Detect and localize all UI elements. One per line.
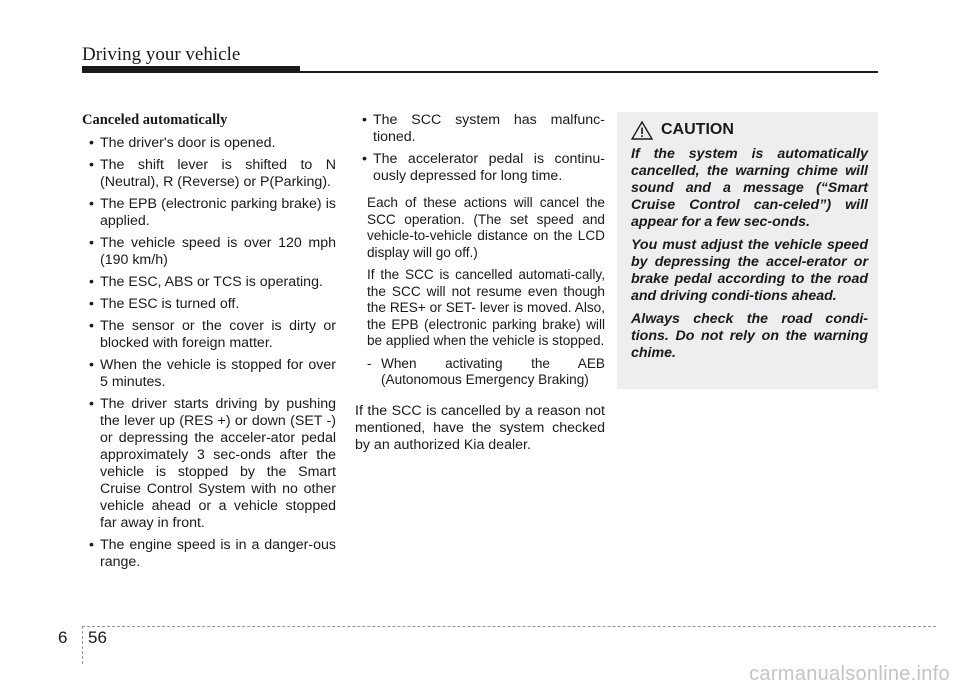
- list-item: • The accelerator pedal is continu-ously depressed for long time.: [355, 151, 605, 185]
- list-item: • The ESC, ABS or TCS is operating.: [82, 274, 336, 291]
- caution-paragraph: If the system is automatically cancelled, the warning chime will sound and a message (“Smart Cruise Control can-celed”) will appear for a few sec-onds.: [631, 146, 868, 230]
- list-item: • The engine speed is in a danger-ous range.: [82, 537, 336, 571]
- list-item: • The ESC is turned off.: [82, 296, 336, 313]
- caution-paragraph: You must adjust the vehicle speed by depressing the accel-erator or brake pedal according to the road and driving condi-tions ahead.: [631, 237, 868, 304]
- middle-column: [355, 112, 605, 454]
- list-item: • The shift lever is shifted to N (Neutral), R (Reverse) or P(Parking).: [82, 157, 336, 191]
- cancel-note-block: [355, 195, 605, 389]
- page-header-title: Driving your vehicle: [82, 44, 241, 65]
- resume-note: If the SCC is cancelled automati-cally, the SCC will not resume even though the RES+ or SET- lever is moved. Also, the EPB (electronic parking brake) will be applied when the vehicle is stopped.: [367, 267, 605, 348]
- watermark: carmanualsonline.info: [749, 663, 950, 685]
- warning-triangle-icon: [631, 120, 653, 140]
- aeb-note: [367, 356, 605, 389]
- cancel-conditions-list-continued: [355, 112, 605, 185]
- page-number: 56: [88, 628, 107, 647]
- caution-header: [631, 120, 868, 140]
- list-item: • The driver's door is opened.: [82, 135, 336, 152]
- list-item: • The driver starts driving by pushing the lever up (RES +) or down (SET -) or depressing the acceler-ator pedal approximately 3 sec-onds after the vehicle is stopped by the Smart Cruise Control System with no other vehicle ahead or a vehicle stopped far away in front.: [82, 396, 336, 532]
- left-column: [82, 112, 336, 576]
- list-item: • The sensor or the cover is dirty or blocked with foreign matter.: [82, 318, 336, 352]
- list-item: • The SCC system has malfunc-tioned.: [355, 112, 605, 146]
- chapter-number: 6: [58, 628, 68, 647]
- cancel-note: Each of these actions will cancel the SCC operation. (The set speed and vehicle-to-vehicle distance on the LCD display will go off.): [367, 195, 605, 260]
- cancel-conditions-list: [82, 135, 336, 571]
- section-heading: Canceled automatically: [82, 112, 228, 128]
- header-rule-thin: [300, 71, 878, 73]
- list-item: • The EPB (electronic parking brake) is applied.: [82, 196, 336, 230]
- caution-box: [617, 112, 878, 389]
- aeb-note-text: When activating the AEB (Autonomous Emergency Braking): [381, 355, 605, 387]
- dealer-note: If the SCC is cancelled by a reason not mentioned, have the system checked by an authorized Kia dealer.: [355, 402, 605, 453]
- header-rule-thick: [82, 66, 300, 73]
- list-item: • The vehicle speed is over 120 mph (190 km/h): [82, 235, 336, 269]
- list-item: • When the vehicle is stopped for over 5 minutes.: [82, 357, 336, 391]
- footer-divider: [82, 626, 936, 627]
- caution-title: CAUTION: [661, 121, 734, 138]
- caution-paragraph: Always check the road condi-tions. Do not rely on the warning chime.: [631, 311, 868, 361]
- footer-vertical-divider: [82, 626, 83, 664]
- dash-marker: -: [367, 355, 372, 371]
